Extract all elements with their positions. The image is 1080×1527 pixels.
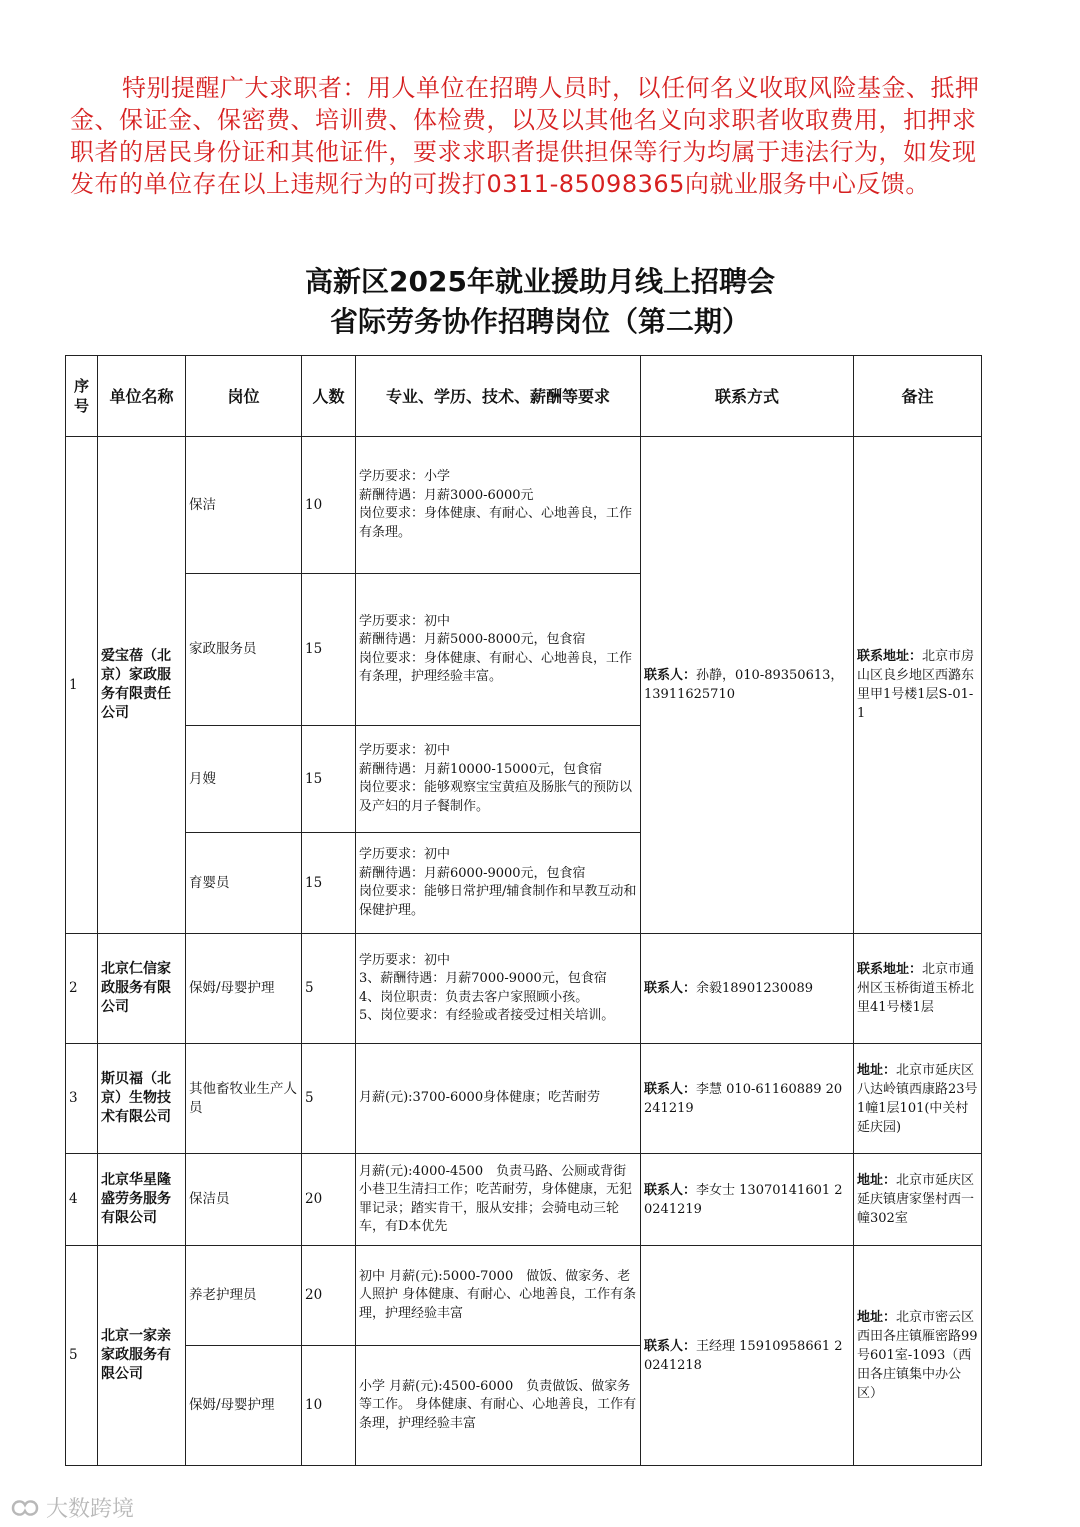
address-note xyxy=(854,1246,982,1466)
contact-info xyxy=(641,1044,854,1154)
contact-value: 余毅18901230089 xyxy=(696,981,813,996)
contact-info xyxy=(641,1246,854,1466)
header-requirements: 专业、学历、技术、薪酬等要求 xyxy=(356,356,641,437)
table-row xyxy=(66,437,982,574)
contact-info xyxy=(641,1154,854,1246)
job-count: 15 xyxy=(302,574,356,726)
address-note xyxy=(854,934,982,1044)
job-position: 其他畜牧业生产人员 xyxy=(186,1044,302,1154)
contact-info xyxy=(641,934,854,1044)
job-requirements: 学历要求：初中 薪酬待遇：月薪5000-8000元，包食宿 岗位要求：身体健康、有耐心、心地善良，工作有条理，护理经验丰富。 xyxy=(356,574,641,726)
table-header-row xyxy=(66,356,982,437)
contact-label: 联系人： xyxy=(644,981,697,996)
job-count: 10 xyxy=(302,1346,356,1466)
contact-value: 李女士 13070141601 20241219 xyxy=(644,1182,843,1217)
job-count: 10 xyxy=(302,437,356,574)
address-note xyxy=(854,437,982,934)
company-name: 北京仁信家政服务有限公司 xyxy=(98,934,186,1044)
contact-value: 孙静，010-89350613，13911625710 xyxy=(644,668,844,702)
table-row xyxy=(66,1154,982,1246)
address-value: 北京市延庆区延庆镇唐家堡村西一幢302室 xyxy=(857,1173,975,1226)
row-seq: 5 xyxy=(66,1246,98,1466)
row-seq: 2 xyxy=(66,934,98,1044)
row-seq: 1 xyxy=(66,437,98,934)
address-value: 北京市通州区玉桥街道玉桥北里41号楼1层 xyxy=(857,962,975,1015)
contact-label: 联系人： xyxy=(644,668,697,683)
address-value: 北京市密云区西田各庄镇雁密路99号601室-1093（西田各庄镇集中办公区） xyxy=(857,1310,978,1401)
address-note xyxy=(854,1154,982,1246)
address-note xyxy=(854,1044,982,1154)
job-position: 养老护理员 xyxy=(186,1246,302,1346)
contact-label: 联系人： xyxy=(644,1182,697,1198)
company-name: 斯贝福（北京）生物技术有限公司 xyxy=(98,1044,186,1154)
job-requirements: 初中 月薪(元):5000-7000 做饭、做家务、老人照护 身体健康、有耐心、心地善良，工作有条理，护理经验丰富 xyxy=(356,1246,641,1346)
job-position: 保洁 xyxy=(186,437,302,574)
job-position: 育婴员 xyxy=(186,833,302,934)
job-count: 15 xyxy=(302,726,356,833)
job-requirements: 小学 月薪(元):4500-6000 负责做饭、做家务等工作。 身体健康、有耐心、心地善良，工作有条理，护理经验丰富 xyxy=(356,1346,641,1466)
job-requirements: 月薪(元):4000-4500 负责马路、公厕或背街小巷卫生清扫工作；吃苦耐劳，身体健康，无犯罪记录；踏实肯干，服从安排；会骑电动三轮车，有D本优先 xyxy=(356,1154,641,1246)
address-label: 联系地址： xyxy=(857,962,923,977)
job-requirements: 学历要求：小学 薪酬待遇：月薪3000-6000元 岗位要求：身体健康、有耐心、心地善良，工作有条理。 xyxy=(356,437,641,574)
contact-value: 李慧 010-61160889 20241219 xyxy=(644,1081,843,1116)
row-seq: 4 xyxy=(66,1154,98,1246)
header-position: 岗位 xyxy=(186,356,302,437)
contact-label: 联系人： xyxy=(644,1338,697,1354)
job-requirements: 月薪(元):3700-6000身体健康；吃苦耐劳 xyxy=(356,1044,641,1154)
address-value: 北京市延庆区八达岭镇西康路23号1幢1层101(中关村延庆园) xyxy=(857,1062,978,1135)
job-count: 20 xyxy=(302,1246,356,1346)
table-row xyxy=(66,934,982,1044)
table-row xyxy=(66,1044,982,1154)
job-requirements: 学历要求：初中 3、薪酬待遇：月薪7000-9000元，包食宿 4、岗位职责：负责去客户家照顾小孩。 5、岗位要求：有经验或者接受过相关培训。 xyxy=(356,934,641,1044)
header-note: 备注 xyxy=(854,356,982,437)
company-name: 北京华星隆盛劳务服务有限公司 xyxy=(98,1154,186,1246)
job-table xyxy=(65,355,982,1466)
address-label: 地址： xyxy=(857,1062,897,1078)
company-name: 北京一家亲家政服务有限公司 xyxy=(98,1246,186,1466)
address-label: 地址： xyxy=(857,1173,897,1188)
address-label: 地址： xyxy=(857,1310,897,1325)
job-count: 5 xyxy=(302,934,356,1044)
job-count: 20 xyxy=(302,1154,356,1246)
address-value: 北京市房山区良乡地区西潞东里甲1号楼1层S-01-1 xyxy=(857,649,975,721)
watermark-logo-icon xyxy=(10,1496,40,1520)
address-label: 联系地址： xyxy=(857,649,923,664)
page-subtitle: 省际劳务协作招聘岗位（第二期） xyxy=(329,305,750,338)
job-position: 家政服务员 xyxy=(186,574,302,726)
company-name: 爱宝蓓（北京）家政服务有限责任公司 xyxy=(98,437,186,934)
contact-label: 联系人： xyxy=(644,1081,697,1097)
table-row xyxy=(66,1246,982,1346)
watermark xyxy=(10,1492,134,1523)
page-title: 高新区2025年就业援助月线上招聘会 xyxy=(305,265,775,298)
header-contact: 联系方式 xyxy=(641,356,854,437)
warning-notice: 特别提醒广大求职者：用人单位在招聘人员时，以任何名义收取风险基金、抵押金、保证金、保密费、培训费、体检费，以及以其他名义向求职者收取费用，扣押求职者的居民身份证和其他证件，要求求职者提供担保等行为均属于违法行为，如发现发布的单位存在以上违规行为的可拨打0311-85098365向就业服务中心反馈。 xyxy=(70,74,980,198)
job-position: 月嫂 xyxy=(186,726,302,833)
contact-info xyxy=(641,437,854,934)
header-count: 人数 xyxy=(302,356,356,437)
job-requirements: 学历要求：初中 薪酬待遇：月薪6000-9000元，包食宿 岗位要求：能够日常护理/辅食制作和早教互动和保健护理。 xyxy=(356,833,641,934)
job-count: 5 xyxy=(302,1044,356,1154)
job-count: 15 xyxy=(302,833,356,934)
contact-value: 王经理 15910958661 20241218 xyxy=(644,1338,843,1373)
row-seq: 3 xyxy=(66,1044,98,1154)
job-position: 保姆/母婴护理 xyxy=(186,1346,302,1466)
header-company: 单位名称 xyxy=(98,356,186,437)
job-requirements: 学历要求：初中 薪酬待遇：月薪10000-15000元，包食宿 岗位要求：能够观察宝宝黄疸及肠胀气的预防以及产妇的月子餐制作。 xyxy=(356,726,641,833)
job-position: 保姆/母婴护理 xyxy=(186,934,302,1044)
watermark-text: 大数跨境 xyxy=(46,1497,135,1522)
job-position: 保洁员 xyxy=(186,1154,302,1246)
header-seq: 序号 xyxy=(66,356,98,437)
